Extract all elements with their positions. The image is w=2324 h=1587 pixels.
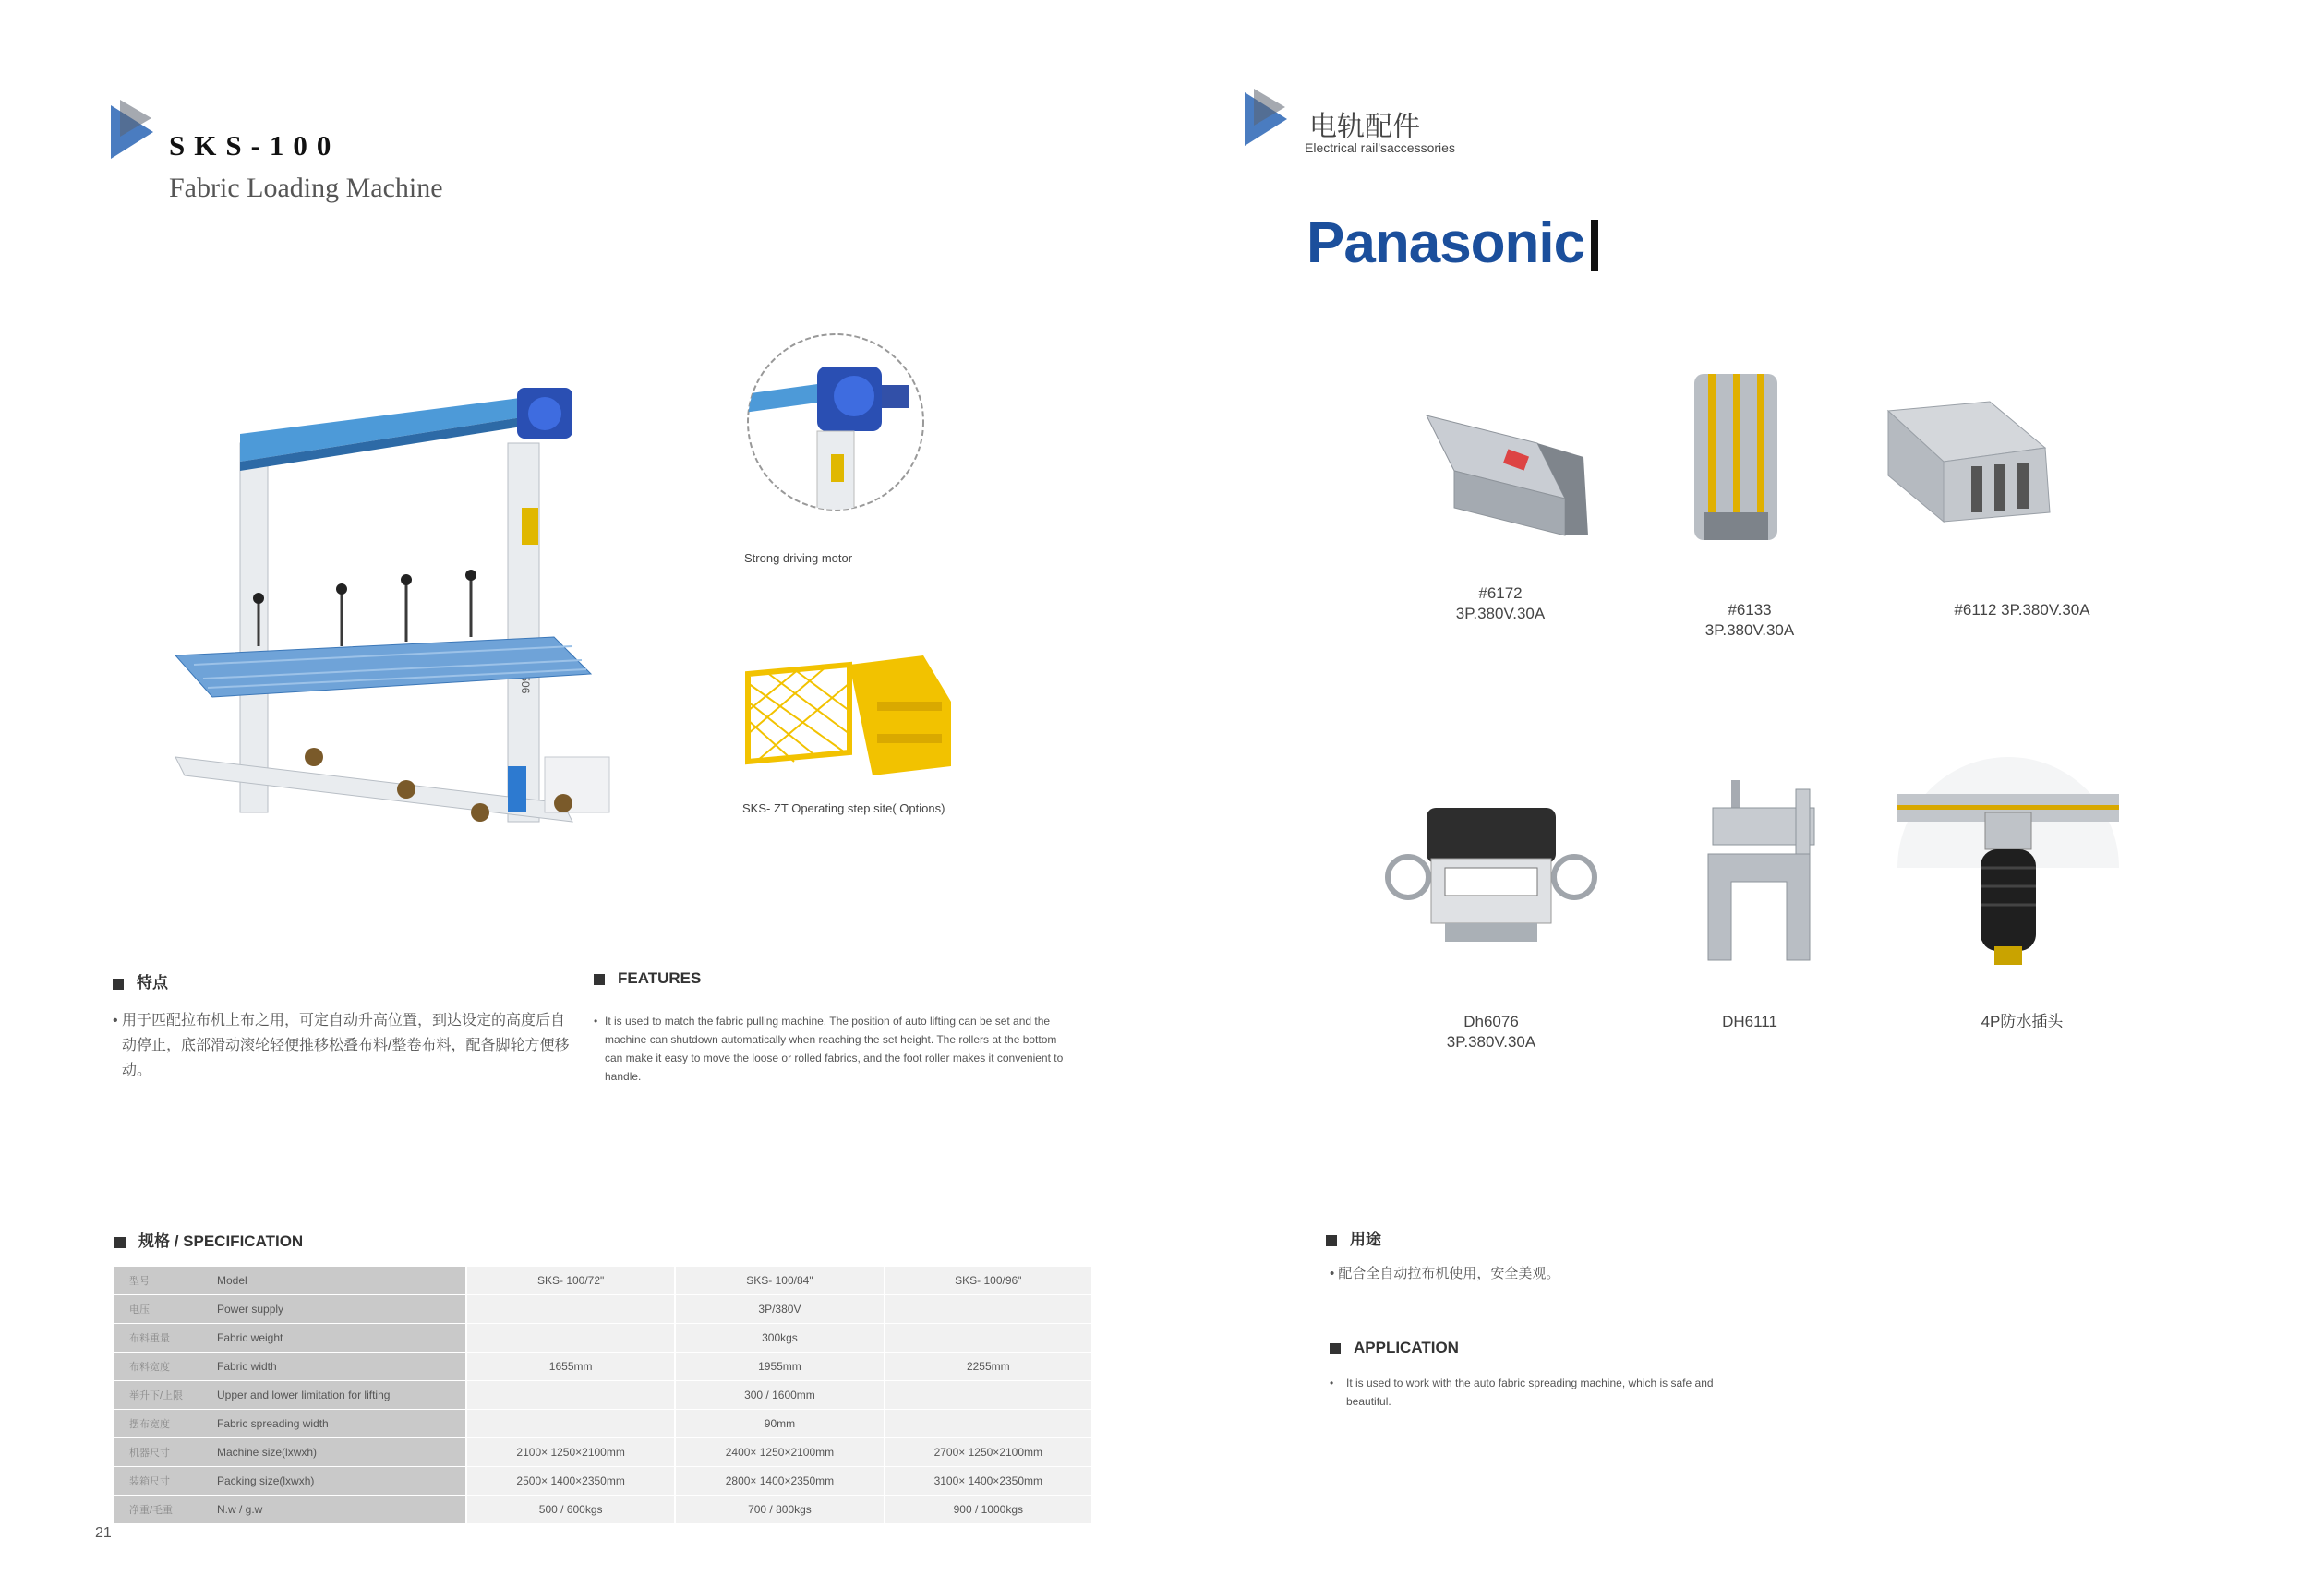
spec-label-en: Packing size(lxwxh) (217, 1474, 315, 1487)
part-dh6076-image (1380, 789, 1602, 951)
product-name: Fabric Loading Machine (169, 173, 443, 203)
spec-label-en: N.w / g.w (217, 1503, 263, 1516)
spec-label-cn: 摆布宽度 (129, 1419, 170, 1430)
spec-value-cell: 3P/380V (675, 1295, 884, 1324)
part-label-6172: #6172 3P.380V.30A (1455, 584, 1546, 622)
spec-value-cell (466, 1324, 675, 1353)
part-4p-plug-image (1897, 757, 2119, 969)
spec-row (114, 1353, 1091, 1381)
model-title: SKS-100 (169, 129, 341, 162)
spec-value-cell: 3100× 1400×2350mm (885, 1467, 1091, 1496)
motor-caption: Strong driving motor (744, 551, 853, 565)
spec-label-en: Fabric width (217, 1360, 277, 1373)
section-arrow-shadow-icon (120, 100, 151, 137)
spec-label-en: Fabric spreading width (217, 1417, 329, 1430)
spec-row (114, 1267, 1091, 1295)
spec-value-cell: 300 / 1600mm (675, 1381, 884, 1410)
spec-value-cell (885, 1324, 1091, 1353)
spec-label-en: Model (217, 1274, 247, 1287)
spec-value-cell: 2100× 1250×2100mm (466, 1438, 675, 1467)
spec-row-label (114, 1410, 466, 1438)
usage-cn-heading: 用途 (1326, 1226, 1381, 1249)
spec-value-cell (466, 1381, 675, 1410)
part-label-6133: #6133 3P.380V.30A (1704, 601, 1795, 639)
spec-value-cell (885, 1295, 1091, 1324)
spec-label-cn: 布料重量 (129, 1333, 170, 1344)
spec-value-cell: 90mm (675, 1410, 884, 1438)
part-6112-image (1870, 392, 2064, 540)
spec-row-label (114, 1381, 466, 1410)
page-number: 21 (95, 1525, 112, 1541)
usage-cn-text: • 配合全自动拉布机使用，安全美观。 (1330, 1266, 1560, 1281)
application-heading: APPLICATION (1330, 1339, 1459, 1357)
spec-value-cell: 2700× 1250×2100mm (885, 1438, 1091, 1467)
spec-value-cell: 2800× 1400×2350mm (675, 1467, 884, 1496)
section-arrow-shadow-icon (1254, 89, 1285, 126)
spec-row (114, 1496, 1091, 1524)
spec-row-label (114, 1438, 466, 1467)
part-label-4p-plug: 4P防水插头 (1981, 1013, 2064, 1030)
features-cn-text: • 用于匹配拉布机上布之用，可定自动升高位置，到达设定的高度后自动停止，底部滑动滚轮轻便推移松叠布料/整卷布料，配备脚轮方便移动。 (113, 1013, 570, 1078)
spec-row (114, 1410, 1091, 1438)
spec-value-cell: SKS- 100/72" (466, 1267, 675, 1295)
spec-label-cn: 型号 (129, 1276, 150, 1287)
part-6172-image (1408, 388, 1602, 545)
spec-value-cell (885, 1381, 1091, 1410)
spec-label-en: Power supply (217, 1303, 284, 1316)
spec-value-cell: SKS- 100/96" (885, 1267, 1091, 1295)
spec-label-en: Machine size(lxwxh) (217, 1446, 318, 1459)
spec-value-cell: 2400× 1250×2100mm (675, 1438, 884, 1467)
part-label-6112: #6112 3P.380V.30A (1954, 601, 2090, 619)
spec-value-cell (466, 1295, 675, 1324)
part-6133-image (1685, 365, 1787, 549)
spec-value-cell: 1955mm (675, 1353, 884, 1381)
bullet-square-icon (594, 974, 605, 985)
spec-row-label (114, 1295, 466, 1324)
spec-row-label (114, 1267, 466, 1295)
panasonic-logo: Panasonic (1306, 214, 1598, 273)
spec-value-cell (466, 1410, 675, 1438)
driving-motor-closeup-image (743, 330, 928, 514)
spec-value-cell: SKS- 100/84" (675, 1267, 884, 1295)
spec-heading: 规格 / SPECIFICATION (114, 1228, 303, 1251)
features-en-heading: FEATURES (594, 969, 701, 988)
spec-row (114, 1438, 1091, 1467)
spec-label-cn: 净重/毛重 (129, 1505, 174, 1516)
spec-value-cell: 2500× 1400×2350mm (466, 1467, 675, 1496)
spec-label-cn: 举升下/上限 (129, 1390, 184, 1401)
spec-table (114, 1267, 1091, 1524)
step-caption: SKS- ZT Operating step site( Options) (742, 801, 945, 815)
spec-label-en: Upper and lower limitation for lifting (217, 1389, 391, 1401)
spec-label-en: Fabric weight (217, 1331, 283, 1344)
rail-title-en: Electrical rail'saccessories (1305, 140, 1455, 155)
spec-label-cn: 机器尺寸 (129, 1448, 170, 1459)
spec-row-label (114, 1467, 466, 1496)
bullet-square-icon (1326, 1235, 1337, 1246)
features-en-text: • It is used to match the fabric pulling machine. The position of auto lifting can be set and the machine can shutdown automatically when reaching the set height. The rollers at the bottom can make it easy to move the loose or rolled fabrics, and the foot roller makes it convenient to handle. (594, 1015, 1064, 1083)
spec-row (114, 1381, 1091, 1410)
rail-title-cn: 电轨配件 (1309, 112, 1420, 142)
part-dh6111-image (1694, 771, 1824, 969)
spec-row-label (114, 1324, 466, 1353)
spec-value-cell: 900 / 1000kgs (885, 1496, 1091, 1524)
spec-value-cell: 1655mm (466, 1353, 675, 1381)
part-label-dh6111: DH6111 (1722, 1013, 1777, 1030)
spec-value-cell (885, 1410, 1091, 1438)
spec-label-cn: 布料宽度 (129, 1362, 170, 1373)
spec-row-label (114, 1496, 466, 1524)
spec-value-cell: 500 / 600kgs (466, 1496, 675, 1524)
bullet-square-icon (114, 1237, 126, 1248)
spec-value-cell: 700 / 800kgs (675, 1496, 884, 1524)
application-text: • It is used to work with the auto fabric spreading machine, which is safe and beautiful. (1330, 1377, 1714, 1408)
spec-row-label (114, 1353, 466, 1381)
spec-label-cn: 装箱尺寸 (129, 1476, 170, 1487)
spec-label-cn: 电压 (129, 1304, 150, 1316)
bullet-square-icon (113, 979, 124, 990)
features-cn-heading: 特点 (113, 969, 168, 992)
bullet-square-icon (1330, 1343, 1341, 1354)
operating-step-image (739, 646, 960, 785)
part-label-dh6076: Dh6076 3P.380V.30A (1446, 1013, 1536, 1051)
fabric-loading-machine-image (157, 369, 656, 868)
spec-row (114, 1324, 1091, 1353)
spec-value-cell: 2255mm (885, 1353, 1091, 1381)
spec-value-cell: 300kgs (675, 1324, 884, 1353)
spec-row (114, 1467, 1091, 1496)
spec-row (114, 1295, 1091, 1324)
